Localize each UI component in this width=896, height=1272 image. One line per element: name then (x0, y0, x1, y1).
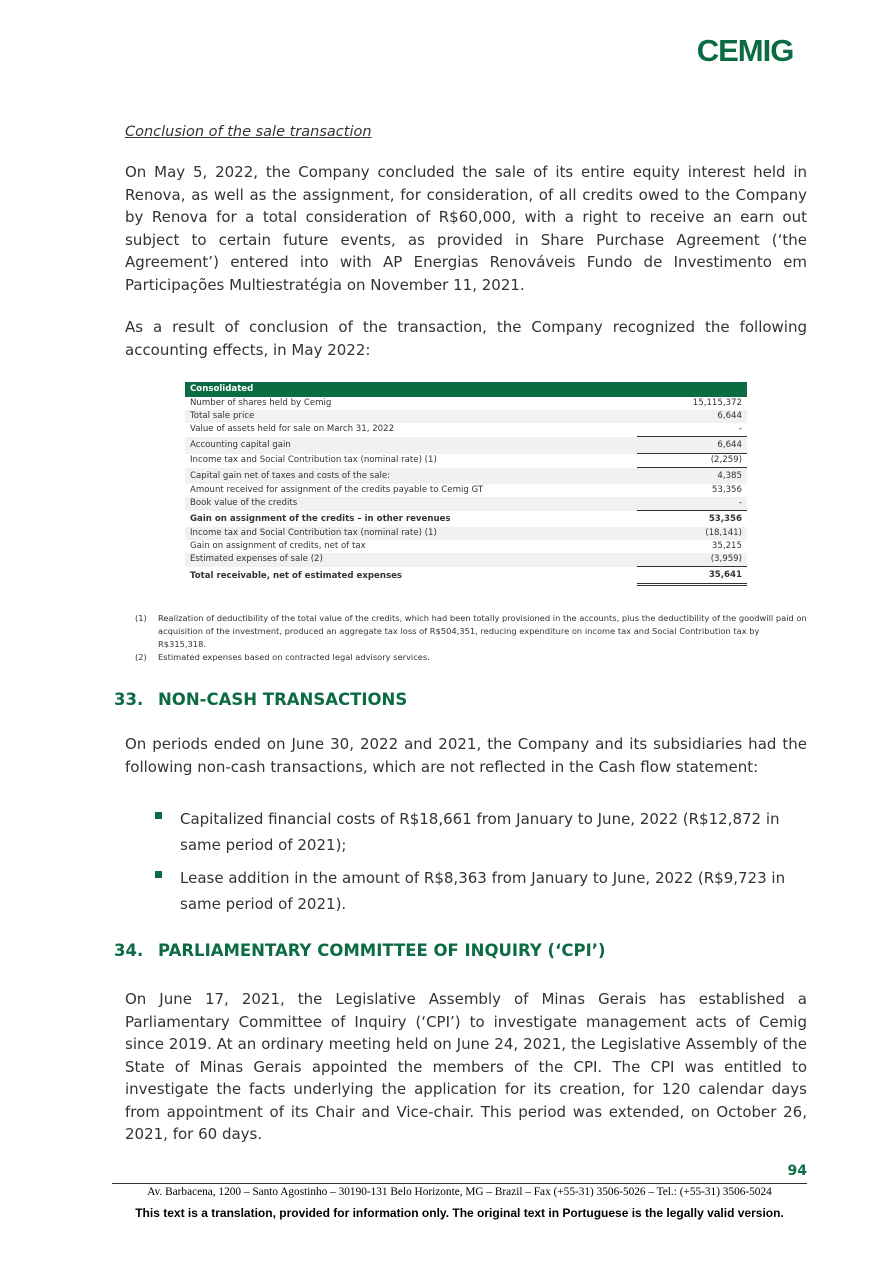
row-value: 35,641 (637, 567, 747, 585)
section-number: 33. (114, 690, 144, 709)
row-value: (2,259) (637, 454, 747, 468)
list-item (155, 865, 807, 917)
row-label: Gain on assignment of the credits – in other revenues (190, 513, 451, 524)
row-value: 53,356 (711, 485, 742, 495)
table-row (185, 423, 747, 437)
table-row (185, 397, 747, 410)
sale-paragraph-2: As a result of conclusion of the transaction, the Company recognized the following accounting effects, in May 2022: (125, 318, 807, 359)
row-value: 53,356 (708, 514, 742, 524)
row-label: Book value of the credits (185, 497, 633, 511)
section-34-body: On June 17, 2021, the Legislative Assembly of Minas Gerais has established a Parliamentary Committee of Inquiry (‘CPI’) to investigate management acts of Cemig since 2019. At an ordinary meeting held on June 24, 2021, the Legislative Assembly of the State of Minas Gerais appointed the members of the CPI. The CPI was entitled to investigate the facts underlying the application for its creation, for 120 calendar days from appointment of its Chair and Vice-chair. This period was extended, on October 26, 2021, for 60 days. (125, 990, 807, 1143)
row-label: Income tax and Social Contribution tax (nominal rate) (1) (185, 527, 633, 540)
footnote-number: (1) (135, 613, 147, 623)
row-value: (3,959) (637, 553, 747, 567)
table-row (185, 567, 747, 585)
row-label: Total receivable, net of estimated expenses (190, 570, 403, 581)
table-footnotes (135, 612, 807, 664)
footnote-text: Estimated expenses based on contracted legal advisory services. (158, 652, 430, 662)
row-value: 15,115,372 (692, 398, 742, 408)
footnote (135, 612, 807, 651)
row-label: Income tax and Social Contribution tax (nominal rate) (1) (190, 455, 437, 465)
table-header-label: Consolidated (185, 382, 633, 397)
row-value: (18,141) (637, 527, 747, 540)
table-row (185, 437, 747, 454)
footnote-number: (2) (135, 652, 147, 662)
section-34-title (114, 941, 606, 960)
row-value: - (637, 423, 747, 437)
section-33-intro: On periods ended on June 30, 2022 and 2021, the Company and its subsidiaries had the following non-cash transactions, which are not reflected in the Cash flow statement: (125, 735, 807, 776)
footnote-text: Realization of deductibility of the total value of the credits, which had been totally provisioned in the accounts, plus the deductibility of the goodwill paid on acquisition of the investment, produced an aggregate tax loss of R$504,351, reducing expenditure on income tax and Social Contribution tax by R$315,318. (158, 613, 807, 649)
section-title-text: PARLIAMENTARY COMMITTEE OF INQUIRY (‘CPI’) (158, 941, 606, 960)
non-cash-list (155, 806, 807, 924)
table-row (185, 553, 747, 567)
row-label: Amount received for assignment of the credits payable to Cemig GT (190, 485, 484, 495)
section-33-title (114, 690, 407, 709)
accounting-effects-table (185, 382, 747, 586)
section-title-text: NON-CASH TRANSACTIONS (158, 690, 408, 709)
row-label: Estimated expenses of sale (2) (185, 553, 633, 567)
table-row (185, 511, 747, 528)
row-label: Gain on assignment of credits, net of tax (190, 541, 366, 551)
footer-address: Av. Barbacena, 1200 – Santo Agostinho – 30190-131 Belo Horizonte, MG – Brazil – Fax (+55-31) 3506-5026 – Tel.: (+55-31) 3506-5024 (147, 1186, 772, 1198)
footer-disclaimer: This text is a translation, provided for information only. The original text in Portuguese is the legally valid version. (135, 1206, 784, 1220)
row-value: 6,644 (637, 410, 747, 423)
row-label: Number of shares held by Cemig (190, 398, 332, 408)
table-row (185, 454, 747, 468)
table-row (185, 527, 747, 540)
row-label: Value of assets held for sale on March 31, 2022 (190, 424, 395, 435)
logo-text: CEMIG (696, 33, 794, 66)
row-value: 35,215 (711, 541, 742, 551)
square-bullet-icon (155, 806, 180, 858)
list-item-text: Lease addition in the amount of R$8,363 from January to June, 2022 (R$9,723 in same period of 2021). (180, 869, 786, 913)
row-value: - (637, 497, 747, 511)
table-row (185, 540, 747, 553)
row-label: Capital gain net of taxes and costs of the sale: (185, 468, 633, 485)
footnote (135, 651, 807, 664)
row-label: Accounting capital gain (185, 437, 633, 454)
row-label: Total sale price (185, 410, 633, 423)
cemig-logo (684, 33, 806, 66)
table-row (185, 468, 747, 485)
page-number: 94 (787, 1163, 807, 1179)
sale-conclusion-heading: Conclusion of the sale transaction (125, 124, 372, 140)
section-number: 34. (114, 941, 144, 960)
row-value: 4,385 (637, 468, 747, 485)
list-item (155, 806, 807, 858)
table-header-row (185, 382, 747, 397)
square-bullet-icon (155, 865, 180, 917)
table-row (185, 484, 747, 497)
footer-divider (112, 1183, 807, 1184)
list-item-text: Capitalized financial costs of R$18,661 from January to June, 2022 (R$12,872 in same period of 2021); (180, 810, 780, 854)
row-value: 6,644 (637, 437, 747, 454)
table-row (185, 497, 747, 511)
table-row (185, 410, 747, 423)
sale-paragraph-1: On May 5, 2022, the Company concluded the sale of its entire equity interest held in Renova, as well as the assignment, for consideration, of all credits owed to the Company by Renova for a total consideration of R$60,000, with a right to receive an earn out subject to certain future events, as provided in Share Purchase Agreement (‘the Agreement’) entered into with AP Energias Renováveis Fundo de Investimento em Participações Multiestratégia on November 11, 2021. (125, 163, 807, 294)
